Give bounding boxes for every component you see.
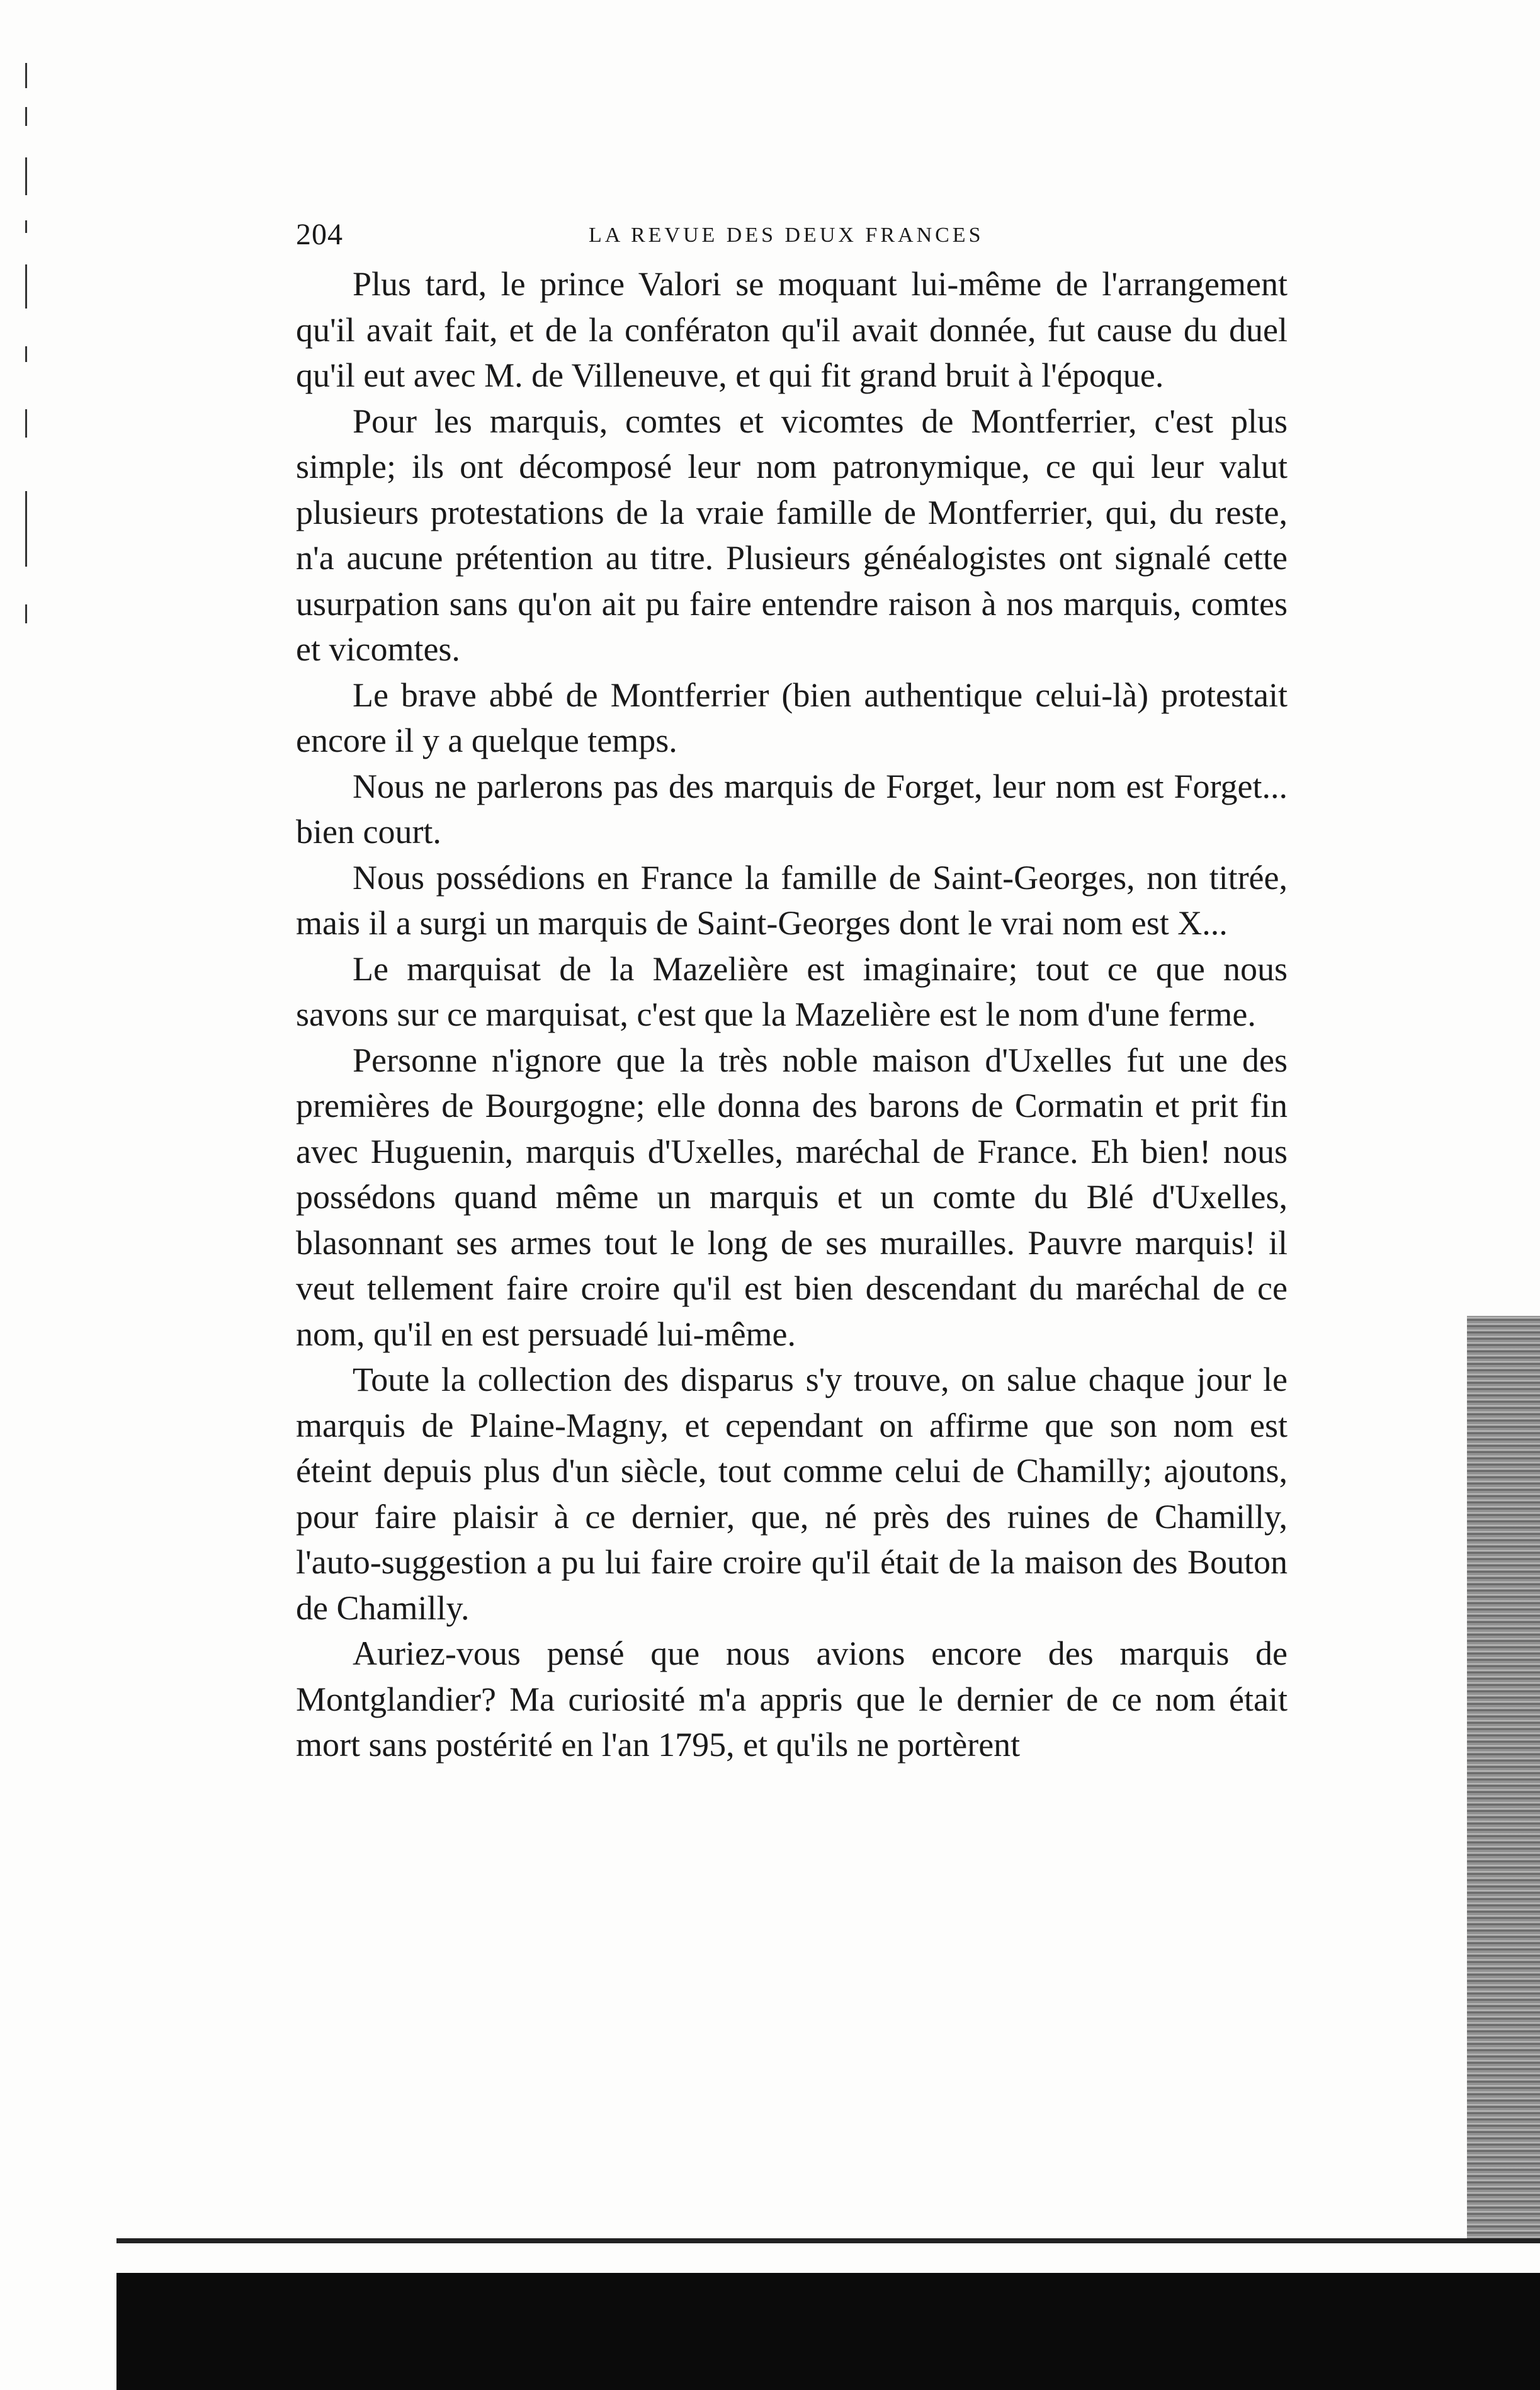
paragraph: Plus tard, le prince Valori se moquant lui-même de l'arrangement qu'il avait fait, et de la confératon qu'il avait donnée, fut cause du duel qu'il eut avec M. de Villeneuve, et qui fit grand bruit à l'époque. <box>296 265 1288 394</box>
paragraph: Nous ne parlerons pas des marquis de Forget, leur nom est Forget... bien court. <box>296 767 1288 851</box>
paragraph: Toute la collection des disparus s'y trouve, on salue chaque jour le marquis de Plaine-Magny, et cependant on affirme que son nom est éteint depuis plus d'un siècle, tout comme celui de Chamilly; ajoutons, pour faire plaisir à ce dernier, que, né près des ruines de Chamilly, l'auto-suggestion a pu lui faire croire qu'il était de la maison des Bouton de Chamilly. <box>296 1361 1288 1627</box>
bottom-rule-line <box>116 2238 1540 2243</box>
body-text <box>296 261 1288 1768</box>
paragraph: Nous possédions en France la famille de Saint-Georges, non titrée, mais il a surgi un marquis de Saint-Georges dont le vrai nom est X... <box>296 858 1288 942</box>
page-number: 204 <box>296 218 343 251</box>
margin-specks <box>0 57 57 686</box>
running-head <box>296 217 1278 261</box>
paragraph: Pour les marquis, comtes et vicomtes de Montferrier, c'est plus simple; ils ont décomposé leur nom patronymique, ce qui leur valut plusieurs protestations de la vraie famille de Montferrier, qui, du reste, n'a aucune prétention au titre. Plusieurs généalogistes ont signalé cette usurpation sans qu'on ait pu faire entendre raison à nos marquis, comtes et vicomtes. <box>296 402 1288 668</box>
paragraph: Le marquisat de la Mazelière est imaginaire; tout ce que nous savons sur ce marquisat, c'est que la Mazelière est le nom d'une ferme. <box>296 949 1288 1033</box>
paragraph: Le brave abbé de Montferrier (bien authentique celui-là) protestait encore il y a quelque temps. <box>296 676 1288 759</box>
paragraph: Personne n'ignore que la très noble maison d'Uxelles fut une des premières de Bourgogne; elle donna des barons de Cormatin et prit fin avec Huguenin, marquis d'Uxelles, maréchal de France. Eh bien! nous possédons quand même un marquis et un comte du Blé d'Uxelles, blasonnant ses armes tout le long de ses murailles. Pauvre marquis! il veut tellement faire croire qu'il est bien descendant du maréchal de ce nom, qu'il en est persuadé lui-même. <box>296 1041 1288 1353</box>
scan-bottom-border <box>116 2238 1540 2390</box>
bottom-shadow-band <box>116 2273 1540 2390</box>
paragraph: Auriez-vous pensé que nous avions encore des marquis de Montglandier? Ma curiosité m'a appris que le dernier de ce nom était mort sans postérité en l'an 1795, et qu'ils ne portèrent <box>296 1634 1288 1764</box>
scan-edge-strip <box>1467 1316 1540 2239</box>
running-title: LA REVUE DES DEUX FRANCES <box>589 224 984 247</box>
